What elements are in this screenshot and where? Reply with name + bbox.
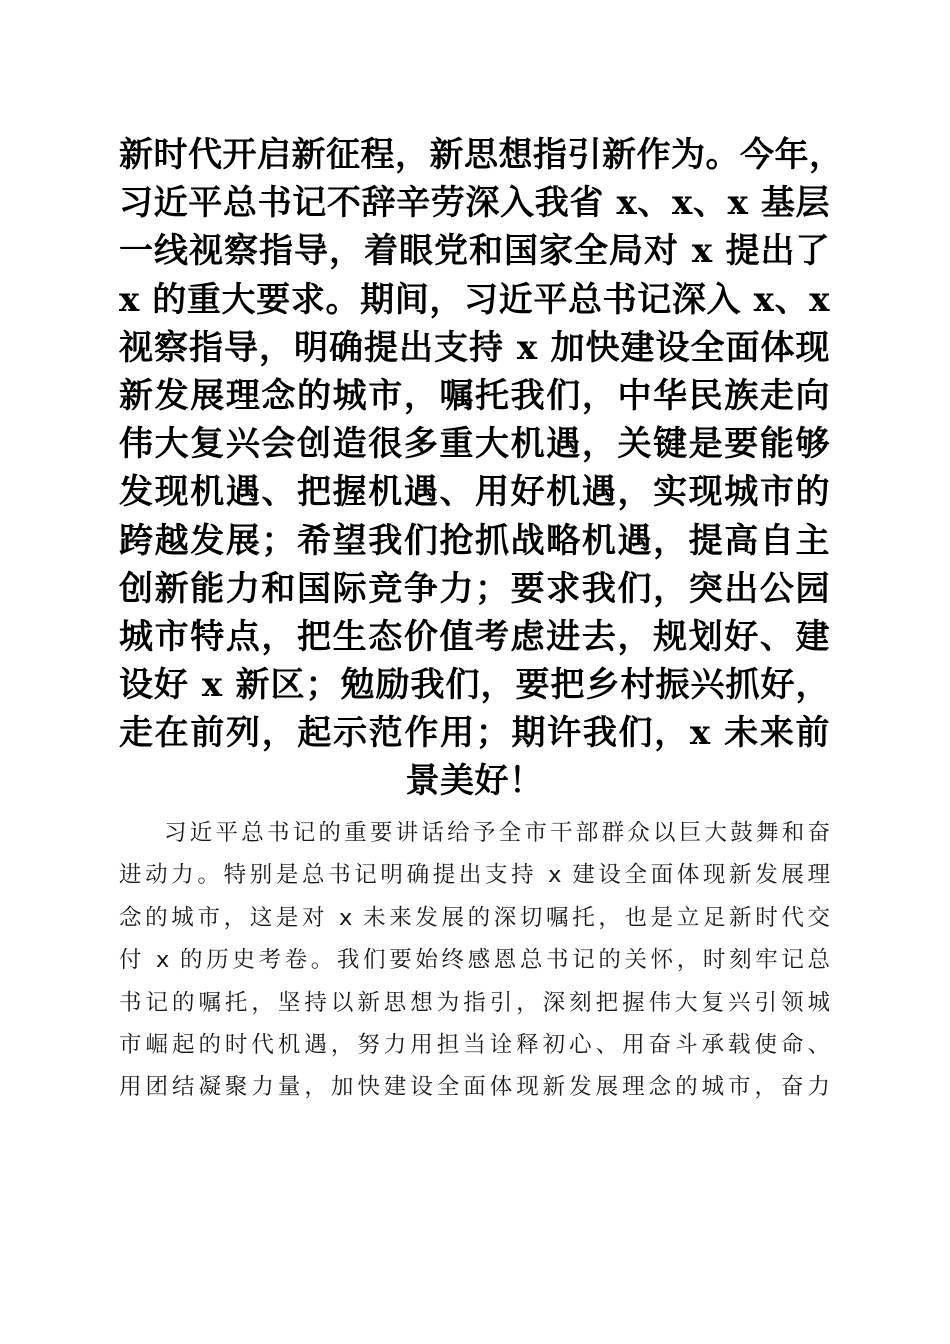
body-line: 付 x 的历史考卷。我们要始终感恩总书记的关怀，时刻牢记总 xyxy=(119,947,830,974)
lead-line: 设好 x 新区；勉励我们，要把乡村振兴抓好， xyxy=(119,665,830,706)
body-line: 念的城市，这是对 x 未来发展的深切嘱托，也是立足新时代交 xyxy=(119,904,830,931)
lead-line: 习近平总书记不辞辛劳深入我省 x、x、x 基层 xyxy=(119,183,830,224)
body-line: 习近平总书记的重要讲话给予全市干部群众以巨大鼓舞和奋 xyxy=(164,820,830,846)
lead-line: 视察指导，明确提出支持 x 加快建设全面体现 xyxy=(119,327,830,368)
body-line: 用团结凝聚力量，加快建设全面体现新发展理念的城市，奋力 xyxy=(119,1074,830,1101)
lead-line: 新时代开启新征程，新思想指引新作为。今年， xyxy=(119,135,844,175)
lead-line: 跨越发展；希望我们抢抓战略机遇，提高自主 xyxy=(119,520,830,561)
body-line: 书记的嘱托，坚持以新思想为指引，深刻把握伟大复兴引领城 xyxy=(119,989,830,1016)
lead-line: 走在前列，起示范作用；期许我们，x 未来前 xyxy=(119,713,830,754)
lead-line: 伟大复兴会创造很多重大机遇，关键是要能够 xyxy=(119,424,830,465)
body-line: 进动力。特别是总书记明确提出支持 x 建设全面体现新发展理 xyxy=(119,862,830,889)
lead-line-last: 景美好！ xyxy=(405,761,544,802)
lead-line: 创新能力和国际竞争力；要求我们，突出公园 xyxy=(119,568,830,609)
lead-line: x 的重大要求。期间，习近平总书记深入 x、x xyxy=(119,279,830,320)
lead-line: 新发展理念的城市，嘱托我们，中华民族走向 xyxy=(119,375,830,416)
body-line: 市崛起的时代机遇，努力用担当诠释初心、用奋斗承载使命、 xyxy=(119,1031,830,1058)
lead-line: 城市特点，把生态价值考虑进去，规划好、建 xyxy=(119,616,830,657)
lead-line: 一线视察指导，着眼党和国家全局对 x 提出了 xyxy=(119,231,830,272)
bold-lead-paragraph xyxy=(119,131,844,806)
lead-line: 发现机遇、把握机遇、用好机遇，实现城市的 xyxy=(119,472,830,513)
body-paragraph xyxy=(119,812,830,1109)
